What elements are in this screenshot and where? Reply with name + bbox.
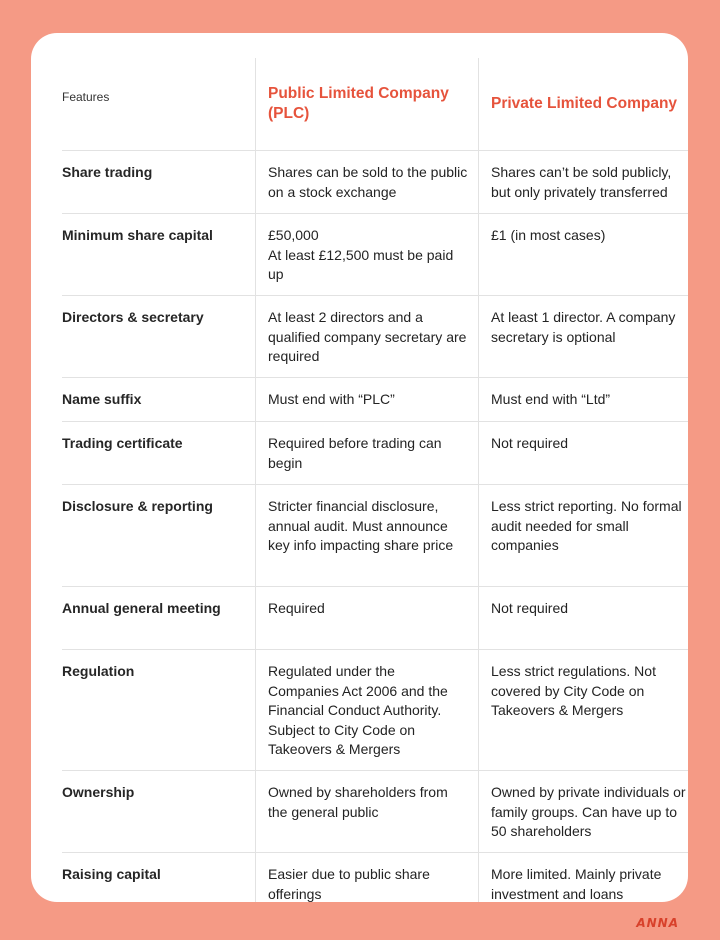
ltd-column-header: Private Limited Company <box>478 58 688 150</box>
feature-label: Minimum share capital <box>62 227 213 243</box>
ltd-value: Must end with “Ltd” <box>478 378 688 421</box>
feature-label: Regulation <box>62 663 135 679</box>
plc-value: Must end with “PLC” <box>255 378 478 421</box>
feature-label: Raising capital <box>62 866 161 882</box>
plc-value: Shares can be sold to the public on a stock exchange <box>255 151 478 213</box>
comparison-table <box>62 58 688 902</box>
features-column-header: Features <box>62 90 110 104</box>
table-row-annual-general-meeting <box>62 587 688 650</box>
comparison-card <box>31 33 688 902</box>
table-row-share-trading <box>62 151 688 214</box>
ltd-value: Shares can’t be sold publicly, but only privately transferred <box>478 151 688 213</box>
ltd-value: Not required <box>478 422 688 484</box>
table-row-ownership <box>62 771 688 853</box>
table-row-name-suffix <box>62 378 688 422</box>
table-row-raising-capital <box>62 853 688 902</box>
plc-value: Regulated under the Companies Act 2006 and the Financial Conduct Authority. Subject to City Code on Takeovers & Mergers <box>255 650 478 770</box>
plc-column-header: Public Limited Company (PLC) <box>255 58 478 150</box>
feature-label: Trading certificate <box>62 435 183 451</box>
table-header-row <box>62 58 688 151</box>
feature-label: Disclosure & reporting <box>62 498 213 514</box>
plc-value: At least 2 directors and a qualified company secretary are required <box>255 296 478 377</box>
ltd-value: More limited. Mainly private investment and loans <box>478 853 688 902</box>
table-row-minimum-share-capital <box>62 214 688 296</box>
feature-label: Annual general meeting <box>62 600 221 616</box>
brand-logo: ANNA <box>636 916 679 930</box>
ltd-value: Owned by private individuals or family groups. Can have up to 50 shareholders <box>478 771 688 852</box>
plc-value: Easier due to public share offerings <box>255 853 478 902</box>
table-row-disclosure-reporting <box>62 485 688 587</box>
plc-value: Required <box>255 587 478 649</box>
table-row-directors-secretary <box>62 296 688 378</box>
ltd-value: Less strict reporting. No formal audit needed for small companies <box>478 485 688 586</box>
table-row-regulation <box>62 650 688 771</box>
feature-label: Directors & secretary <box>62 309 204 325</box>
plc-value: Stricter financial disclosure, annual audit. Must announce key info impacting share price <box>255 485 478 586</box>
plc-value: £50,000 At least £12,500 must be paid up <box>255 214 478 295</box>
plc-value: Owned by shareholders from the general public <box>255 771 478 852</box>
ltd-value: Not required <box>478 587 688 649</box>
feature-label: Ownership <box>62 784 135 800</box>
feature-label: Name suffix <box>62 391 142 407</box>
feature-label: Share trading <box>62 164 153 180</box>
ltd-value: At least 1 director. A company secretary is optional <box>478 296 688 377</box>
plc-value: Required before trading can begin <box>255 422 478 484</box>
table-row-trading-certificate <box>62 422 688 485</box>
ltd-value: £1 (in most cases) <box>478 214 688 295</box>
ltd-value: Less strict regulations. Not covered by City Code on Takeovers & Mergers <box>478 650 688 770</box>
